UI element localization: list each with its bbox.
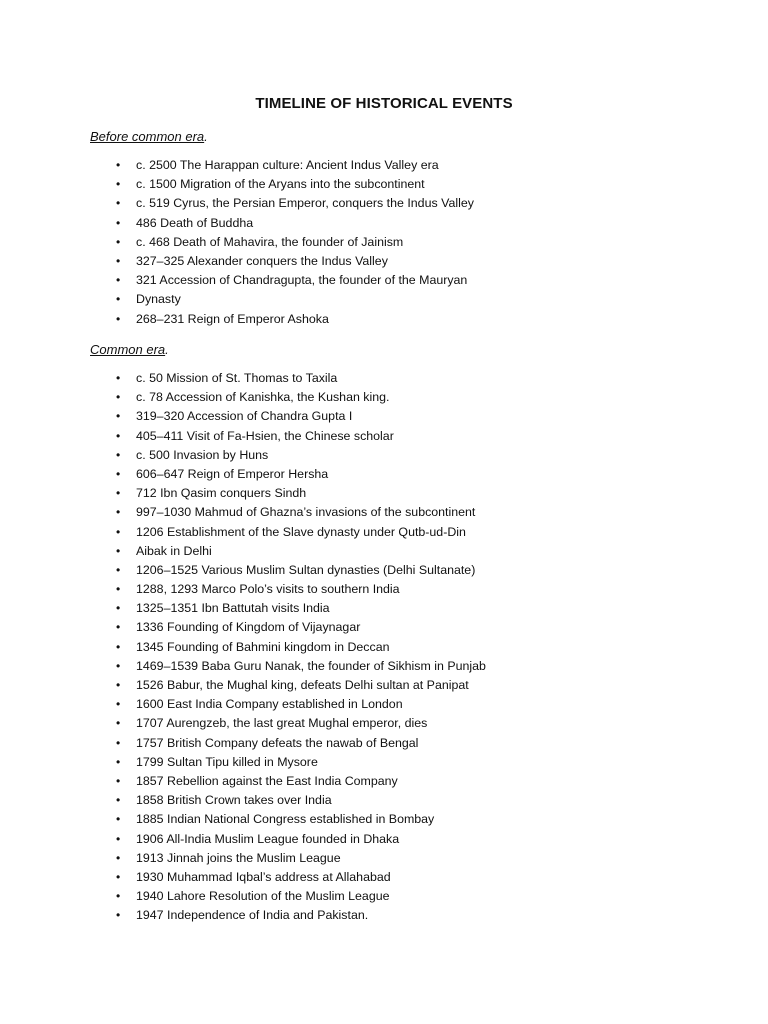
list-item <box>0 271 768 290</box>
bullet-icon: • <box>116 869 121 884</box>
list-item <box>0 868 768 887</box>
list-item-text: 319–320 Accession of Chandra Gupta I <box>136 409 353 424</box>
list-item-text: 1526 Babur, the Mughal king, defeats Delhi sultan at Panipat <box>136 678 469 692</box>
bullet-icon: • <box>116 447 121 462</box>
list-item-text: 1345 Founding of Bahmini kingdom in Deccan <box>136 639 390 654</box>
list-item-text: 1600 East India Company established in London <box>136 697 403 712</box>
list-item <box>0 542 768 561</box>
list-item-text: 1913 Jinnah joins the Muslim League <box>136 850 341 865</box>
list-item <box>0 734 768 753</box>
list-item-text: 1288, 1293 Marco Polo’s visits to southern India <box>136 582 400 597</box>
bullet-icon: • <box>116 754 121 769</box>
list-item-text: 268–231 Reign of Emperor Ashoka <box>136 311 329 326</box>
list-item-text: c. 78 Accession of Kanishka, the Kushan king. <box>136 390 390 405</box>
bullet-icon: • <box>116 253 121 268</box>
list-item <box>0 791 768 810</box>
list-item-text: 1469–1539 Baba Guru Nanak, the founder of Sikhism in Punjab <box>136 658 486 673</box>
bullet-icon: • <box>116 735 121 750</box>
list-item-text: c. 519 Cyrus, the Persian Emperor, conquers the Indus Valley <box>136 196 474 211</box>
list-item <box>0 484 768 503</box>
list-item <box>0 849 768 868</box>
bullet-icon: • <box>116 831 121 846</box>
list-item <box>0 214 768 233</box>
list-item-text: 1930 Muhammad Iqbal’s address at Allahabad <box>136 869 391 884</box>
bullet-icon: • <box>116 793 121 808</box>
list-item-text: 606–647 Reign of Emperor Hersha <box>136 466 329 481</box>
list-item <box>0 830 768 849</box>
bullet-icon: • <box>116 716 121 731</box>
section-heading-before-common-era <box>90 129 208 144</box>
bullet-icon: • <box>116 177 121 192</box>
bullet-icon: • <box>116 543 121 558</box>
section-heading-suffix: . <box>204 129 208 144</box>
list-item-text: c. 468 Death of Mahavira, the founder of Jainism <box>136 234 404 249</box>
bullet-icon: • <box>116 620 121 635</box>
bullet-icon: • <box>116 505 121 520</box>
bullet-icon: • <box>116 158 121 172</box>
list-item <box>0 407 768 426</box>
list-item-text: c. 500 Invasion by Huns <box>136 447 269 462</box>
bullet-icon: • <box>116 908 121 923</box>
list-item <box>0 580 768 599</box>
list-item-text: 1206–1525 Various Muslim Sultan dynasties (Delhi Sultanate) <box>136 562 476 577</box>
event-list-common-era <box>0 369 768 925</box>
list-item <box>0 676 768 695</box>
list-item <box>0 290 768 309</box>
bullet-icon: • <box>116 697 121 712</box>
list-item-text: Dynasty <box>136 292 181 307</box>
bullet-icon: • <box>116 371 121 385</box>
bullet-icon: • <box>116 850 121 865</box>
list-item <box>0 657 768 676</box>
list-item-text: 1885 Indian National Congress established in Bombay <box>136 812 435 827</box>
list-item-text: 1757 British Company defeats the nawab of Bengal <box>136 735 419 750</box>
list-item-text: 1906 All-India Muslim League founded in Dhaka <box>136 831 400 846</box>
bullet-icon: • <box>116 196 121 211</box>
list-item <box>0 618 768 637</box>
list-item-text: 997–1030 Mahmud of Ghazna’s invasions of the subcontinent <box>136 505 476 520</box>
section-heading-text: Common era <box>90 342 166 357</box>
list-item-text: 712 Ibn Qasim conquers Sindh <box>136 486 307 501</box>
list-item <box>0 638 768 657</box>
bullet-icon: • <box>116 678 121 692</box>
list-item-text: 1857 Rebellion against the East India Company <box>136 773 398 788</box>
list-item <box>0 310 768 329</box>
list-item-text: 1325–1351 Ibn Battutah visits India <box>136 601 330 616</box>
bullet-icon: • <box>116 409 121 424</box>
list-item <box>0 446 768 465</box>
list-item <box>0 427 768 446</box>
bullet-icon: • <box>116 234 121 249</box>
bullet-icon: • <box>116 215 121 230</box>
list-item <box>0 194 768 213</box>
list-item <box>0 599 768 618</box>
section-heading-common-era <box>90 342 169 357</box>
list-item <box>0 503 768 522</box>
list-item-text: c. 1500 Migration of the Aryans into the subcontinent <box>136 177 425 192</box>
bullet-icon: • <box>116 889 121 904</box>
list-item-text: 327–325 Alexander conquers the Indus Valley <box>136 253 388 268</box>
list-item-text: 1947 Independence of India and Pakistan. <box>136 908 369 923</box>
list-item <box>0 388 768 407</box>
bullet-icon: • <box>116 658 121 673</box>
bullet-icon: • <box>116 428 121 443</box>
list-item <box>0 465 768 484</box>
list-item <box>0 695 768 714</box>
list-item-text: 1336 Founding of Kingdom of Vijaynagar <box>136 620 361 635</box>
bullet-icon: • <box>116 486 121 501</box>
list-item-text: 1707 Aurengzeb, the last great Mughal emperor, dies <box>136 716 428 731</box>
list-item-text: 321 Accession of Chandragupta, the founder of the Mauryan <box>136 273 468 288</box>
list-item <box>0 175 768 194</box>
list-item <box>0 233 768 252</box>
list-item <box>0 369 768 388</box>
list-item <box>0 523 768 542</box>
list-item-text: 1940 Lahore Resolution of the Muslim League <box>136 889 390 904</box>
list-item-text: 1858 British Crown takes over India <box>136 793 332 808</box>
bullet-icon: • <box>116 601 121 616</box>
list-item-text: 1799 Sultan Tipu killed in Mysore <box>136 754 318 769</box>
list-item <box>0 156 768 175</box>
bullet-icon: • <box>116 812 121 827</box>
list-item <box>0 810 768 829</box>
bullet-icon: • <box>116 390 121 405</box>
bullet-icon: • <box>116 524 121 539</box>
section-heading-suffix: . <box>165 342 169 357</box>
bullet-icon: • <box>116 582 121 597</box>
list-item <box>0 772 768 791</box>
list-item-text: 1206 Establishment of the Slave dynasty under Qutb-ud-Din <box>136 524 466 539</box>
list-item-text: Aibak in Delhi <box>136 543 212 558</box>
bullet-icon: • <box>116 466 121 481</box>
list-item-text: 405–411 Visit of Fa-Hsien, the Chinese scholar <box>136 428 394 443</box>
bullet-icon: • <box>116 773 121 788</box>
bullet-icon: • <box>116 639 121 654</box>
bullet-icon: • <box>116 273 121 288</box>
list-item <box>0 887 768 906</box>
bullet-icon: • <box>116 562 121 577</box>
list-item <box>0 906 768 925</box>
event-list-before-common-era <box>0 156 768 329</box>
list-item-text: c. 2500 The Harappan culture: Ancient Indus Valley era <box>136 158 439 172</box>
list-item <box>0 753 768 772</box>
list-item <box>0 252 768 271</box>
list-item <box>0 714 768 733</box>
bullet-icon: • <box>116 292 121 307</box>
list-item-text: c. 50 Mission of St. Thomas to Taxila <box>136 371 338 385</box>
section-heading-text: Before common era <box>90 129 205 144</box>
list-item <box>0 561 768 580</box>
list-item-text: 486 Death of Buddha <box>136 215 254 230</box>
bullet-icon: • <box>116 311 121 326</box>
page-title: TIMELINE OF HISTORICAL EVENTS <box>255 95 513 112</box>
